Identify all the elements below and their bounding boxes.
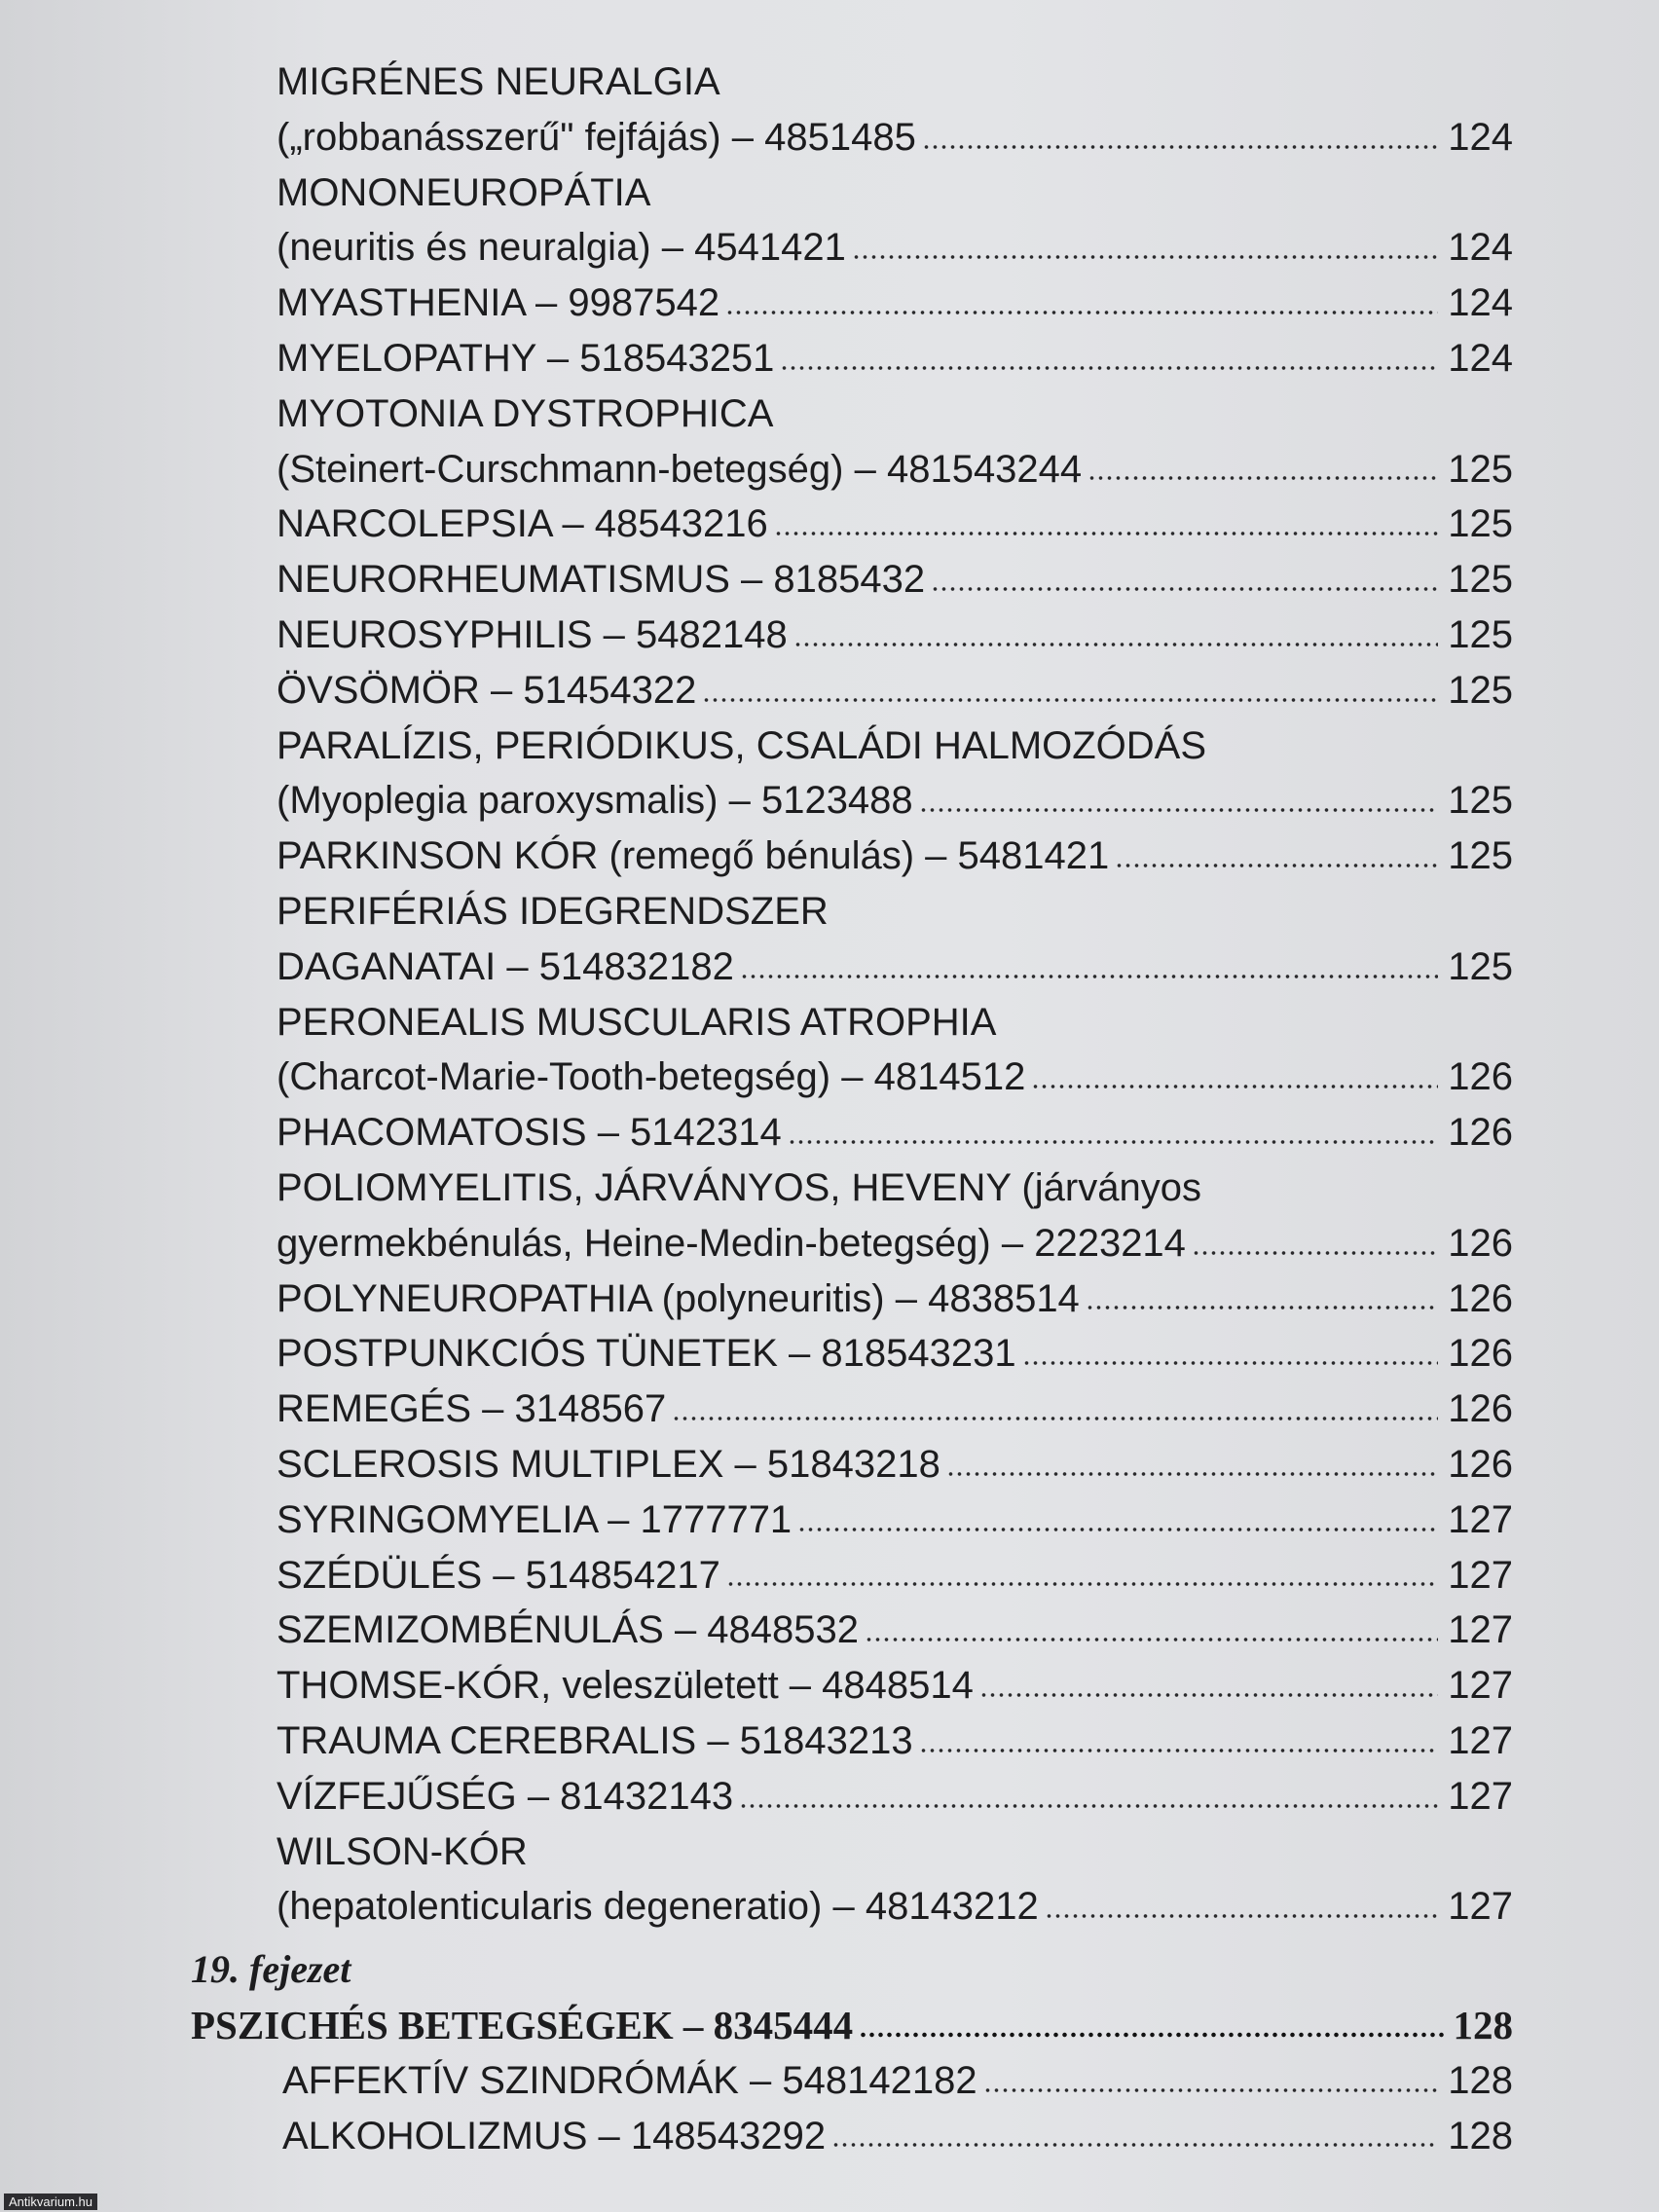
toc-entry-title: PERONEALIS MUSCULARIS ATROPHIA [276, 1000, 997, 1044]
toc-entry-row [276, 276, 1513, 331]
toc-entry-title: (hepatolenticularis degeneratio) – 48143212 [276, 1885, 1039, 1929]
dot-leader [1031, 1082, 1438, 1091]
dot-leader [1086, 1303, 1438, 1312]
dot-leader [788, 1137, 1438, 1147]
chapter-section [191, 1942, 1513, 2053]
toc-entry-row [276, 1105, 1513, 1161]
chapter-title: PSZICHÉS BETEGSÉGEK – 8345444 [191, 2002, 854, 2047]
toc-entry-title: gyermekbénulás, Heine-Medin-betegség) – 2223214 [276, 1221, 1186, 1265]
toc-page-number: 125 [1448, 558, 1513, 602]
toc-page-number: 126 [1448, 1276, 1513, 1320]
toc-page-number: 127 [1448, 1608, 1513, 1652]
dot-leader [919, 1746, 1439, 1755]
toc-entry-row [276, 55, 1513, 110]
toc-entry-title: TRAUMA CEREBRALIS – 51843213 [276, 1718, 913, 1762]
toc-entry-row [276, 1825, 1513, 1880]
toc-entry-row [276, 1879, 1513, 1935]
toc-entry-title: NARCOLEPSIA – 48543216 [276, 502, 768, 546]
toc-entry-row [276, 1714, 1513, 1769]
toc-entry-title: VÍZFEJŰSÉG – 81432143 [276, 1774, 734, 1818]
dot-leader [919, 805, 1439, 815]
toc-entry-title: NEURORHEUMATISMUS – 8185432 [276, 558, 926, 602]
dot-leader [797, 1525, 1438, 1534]
toc-page-number: 125 [1448, 944, 1513, 988]
toc-entry-row [276, 1326, 1513, 1382]
toc-entry-title: MONONEUROPÁTIA [276, 170, 651, 214]
toc-page-number: 127 [1448, 1885, 1513, 1929]
toc-entry-title: MYELOPATHY – 518543251 [276, 336, 775, 380]
chapter-entries [282, 2053, 1513, 2164]
dot-leader [922, 142, 1438, 152]
toc-entry-row [276, 1548, 1513, 1604]
toc-entry-title: („robbanásszerű" fejfájás) – 4851485 [276, 115, 916, 159]
chapter-entry-row [282, 2053, 1513, 2109]
dot-leader [1045, 1911, 1438, 1921]
dot-leader [793, 640, 1439, 649]
dot-leader [774, 529, 1438, 538]
dot-leader [1088, 473, 1438, 483]
toc-page-number: 125 [1448, 779, 1513, 823]
toc-entry-row [276, 719, 1513, 774]
toc-page-number: 127 [1448, 1664, 1513, 1708]
toc-entry-row [276, 1603, 1513, 1658]
toc-page-number: 124 [1448, 281, 1513, 325]
toc-entry-title: SYRINGOMYELIA – 1777771 [276, 1497, 793, 1541]
toc-entry-row [276, 110, 1513, 166]
toc-entry-row [276, 1658, 1513, 1714]
dot-leader [931, 584, 1438, 594]
dot-leader [672, 1414, 1438, 1423]
toc-entry-title: (neuritis és neuralgia) – 4541421 [276, 226, 846, 270]
dot-leader [1192, 1248, 1438, 1258]
chapter-label: 19. fejezet [191, 1947, 351, 1992]
toc-entry-row [276, 166, 1513, 221]
watermark: Antikvarium.hu [4, 2194, 97, 2210]
dot-leader [725, 308, 1438, 317]
dot-leader [1115, 861, 1438, 870]
dot-leader [780, 363, 1438, 373]
toc-entry-row [276, 497, 1513, 552]
toc-page-number: 124 [1448, 336, 1513, 380]
dot-leader [831, 2140, 1438, 2150]
toc-entry-title: ÖVSÖMÖR – 51454322 [276, 668, 697, 712]
dot-leader [946, 1469, 1438, 1479]
toc-entry-row [276, 331, 1513, 387]
toc-page-number: 126 [1448, 1332, 1513, 1376]
toc-entry-title: PHACOMATOSIS – 5142314 [276, 1111, 782, 1155]
toc-page-number: 126 [1448, 1442, 1513, 1486]
toc-page-number: 124 [1448, 226, 1513, 270]
dot-leader [726, 1579, 1438, 1589]
dot-leader [983, 2085, 1439, 2095]
chapter-title-row [191, 1998, 1513, 2053]
toc-page-number: 125 [1448, 447, 1513, 491]
chapter-entry-row [282, 2109, 1513, 2164]
toc-entry-row [276, 387, 1513, 442]
chapter-entry-page-number: 128 [1448, 2114, 1513, 2157]
dot-leader [865, 1635, 1438, 1644]
toc-entry-row [276, 552, 1513, 608]
toc-entry-row [276, 995, 1513, 1051]
dot-leader [702, 695, 1438, 705]
toc-page-number: 127 [1448, 1553, 1513, 1597]
dot-leader [740, 972, 1438, 981]
toc-entry-row [276, 884, 1513, 940]
toc-entry-row [276, 220, 1513, 276]
toc-page-number: 125 [1448, 612, 1513, 656]
toc-entry-title: SCLEROSIS MULTIPLEX – 51843218 [276, 1442, 940, 1486]
toc-entry-title: MYOTONIA DYSTROPHICA [276, 391, 774, 435]
toc-entry-title: PARALÍZIS, PERIÓDIKUS, CSALÁDI HALMOZÓDÁS [276, 723, 1207, 767]
toc-entry-title: POLIOMYELITIS, JÁRVÁNYOS, HEVENY (járványos [276, 1165, 1201, 1209]
toc-entry-title: REMEGÉS – 3148567 [276, 1387, 667, 1431]
toc-entry-row [276, 940, 1513, 995]
toc-page-number: 127 [1448, 1497, 1513, 1541]
toc-entry-row [276, 1382, 1513, 1437]
toc-page-number: 126 [1448, 1111, 1513, 1155]
toc-entry-row [276, 829, 1513, 884]
dot-leader [979, 1690, 1438, 1700]
toc-entry-title: SZEMIZOMBÉNULÁS – 4848532 [276, 1608, 860, 1652]
toc-page-number: 125 [1448, 668, 1513, 712]
chapter-entry-title: AFFEKTÍV SZINDRÓMÁK – 548142182 [282, 2058, 977, 2102]
toc-entry-title: PERIFÉRIÁS IDEGRENDSZER [276, 889, 829, 933]
table-of-contents [276, 55, 1513, 1935]
toc-entry-title: WILSON-KÓR [276, 1829, 528, 1873]
toc-entry-row [276, 1437, 1513, 1493]
dot-leader [739, 1801, 1438, 1811]
toc-entry-row [276, 1769, 1513, 1825]
toc-entry-row [276, 773, 1513, 829]
toc-entry-row [276, 1161, 1513, 1216]
toc-page-number: 124 [1448, 115, 1513, 159]
toc-entry-row [276, 1272, 1513, 1327]
toc-entry-row [276, 1216, 1513, 1272]
toc-entry-row [276, 608, 1513, 663]
dot-leader [852, 252, 1438, 262]
toc-entry-title: POSTPUNKCIÓS TÜNETEK – 818543231 [276, 1332, 1016, 1376]
toc-page-number: 127 [1448, 1774, 1513, 1818]
toc-entry-row [276, 1493, 1513, 1548]
toc-entry-title: MYASTHENIA – 9987542 [276, 281, 720, 325]
toc-entry-title: MIGRÉNES NEURALGIA [276, 60, 720, 103]
dot-leader [859, 2030, 1443, 2040]
toc-entry-title: SZÉDÜLÉS – 514854217 [276, 1553, 720, 1597]
toc-entry-row [276, 442, 1513, 498]
toc-entry-title: (Steinert-Curschmann-betegség) – 481543244 [276, 447, 1083, 491]
chapter-page-number: 128 [1453, 2002, 1513, 2047]
toc-page-number: 127 [1448, 1718, 1513, 1762]
toc-entry-title: POLYNEUROPATHIA (polyneuritis) – 4838514 [276, 1276, 1080, 1320]
chapter-entry-page-number: 128 [1448, 2058, 1513, 2102]
toc-page-number: 126 [1448, 1055, 1513, 1099]
toc-page-number: 125 [1448, 834, 1513, 878]
toc-page-number: 125 [1448, 502, 1513, 546]
toc-entry-row [276, 663, 1513, 719]
toc-entry-title: PARKINSON KÓR (remegő bénulás) – 5481421 [276, 834, 1110, 878]
toc-entry-title: (Myoplegia paroxysmalis) – 5123488 [276, 779, 913, 823]
toc-entry-title: DAGANATAI – 514832182 [276, 944, 734, 988]
toc-entry-row [276, 1050, 1513, 1105]
dot-leader [1022, 1358, 1439, 1368]
toc-entry-title: THOMSE-KÓR, veleszületett – 4848514 [276, 1664, 974, 1708]
chapter-entry-title: ALKOHOLIZMUS – 148543292 [282, 2114, 827, 2157]
toc-entry-title: (Charcot-Marie-Tooth-betegség) – 4814512 [276, 1055, 1026, 1099]
toc-page-number: 126 [1448, 1221, 1513, 1265]
toc-page-number: 126 [1448, 1387, 1513, 1431]
toc-entry-title: NEUROSYPHILIS – 5482148 [276, 612, 788, 656]
